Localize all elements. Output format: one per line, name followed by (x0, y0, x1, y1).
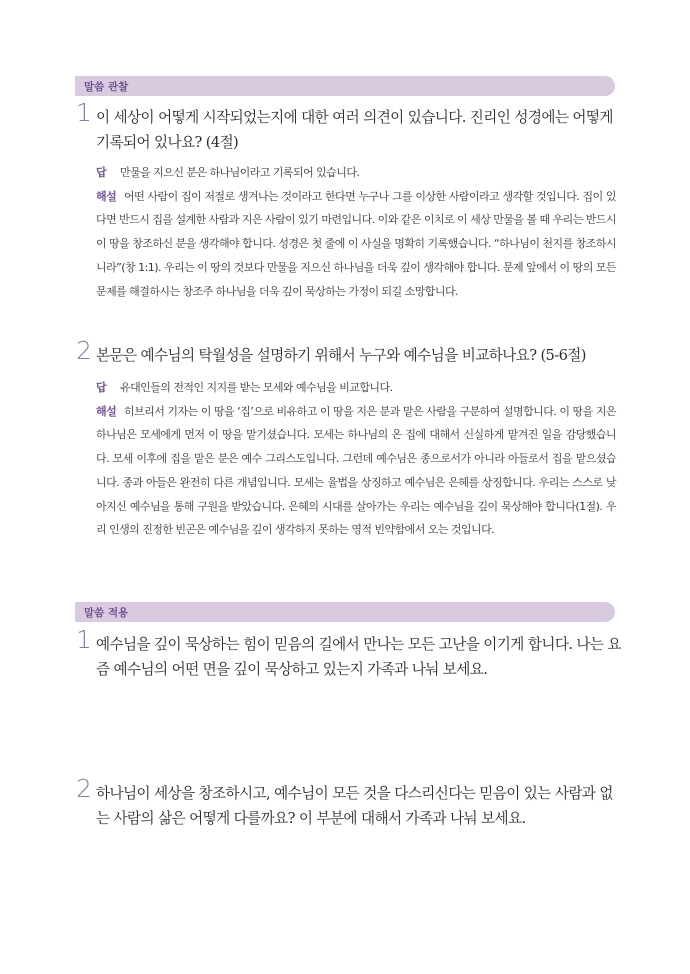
explanation-label: 해설 (96, 189, 117, 203)
section-title: 말씀 적용 (84, 606, 129, 619)
question-number: 2 (76, 774, 92, 803)
question-text: 이 세상이 어떻게 시작되었는지에 대한 여러 의견이 있습니다. 진리인 성경에는 어떻게 기록되어 있나요? (4절) (96, 109, 613, 151)
question-number: 1 (76, 98, 92, 127)
application-question-1 (76, 625, 621, 682)
answer-text: 만물을 지으신 분은 하나님이라고 기록되어 있습니다. (120, 166, 360, 179)
question-text: 하나님이 세상을 창조하시고, 예수님이 모든 것을 다스리신다는 믿음이 있는 사람과 없는 사람의 삶은 어떻게 다를까요? 이 부분에 대해서 가족과 나눠 보세요. (96, 785, 613, 827)
explanation-text: 어떤 사람이 집이 저절로 생겨나는 것이라고 한다면 누구나 그를 이상한 사람이라고 생각할 것입니다. 집이 있다면 반드시 집을 설계한 사람과 지은 사람이 있기 마련입니다. 이와 같은 이치로 이 세상 만물을 볼 때 우리는 반드시 이 땅을 창조하신 분을 생각해야 합니다. 성경은 첫 줄에 이 사실을 명확히 기록했습니다. “하나님이 천지를 창조하시니라”(창 1:1). 우리는 이 땅의 것보다 만물을 지으신 하나님을 더욱 깊이 생각해야 합니다. 문제 앞에서 이 땅의 모든 문제를 해결하시는 창조주 하나님을 더욱 깊이 묵상하는 가정이 되길 소망합니다. (96, 189, 616, 298)
application-question-2 (76, 774, 621, 831)
explanation-paragraph (96, 185, 616, 304)
answer-line (96, 161, 616, 185)
explanation-label: 해설 (96, 404, 117, 418)
answer-line (96, 376, 616, 400)
question-text: 예수님을 깊이 묵상하는 힘이 믿음의 길에서 만나는 모든 고난을 이기게 합니다. 나는 요즘 예수님의 어떤 면을 깊이 묵상하고 있는지 가족과 나눠 보세요. (96, 636, 621, 678)
observation-question-2 (76, 336, 621, 368)
answer-label: 답 (96, 381, 107, 394)
observation-answer-block-2 (96, 376, 616, 542)
answer-label: 답 (96, 166, 107, 179)
observation-answer-block-1 (96, 161, 616, 303)
question-number: 2 (76, 336, 92, 365)
section-title: 말씀 관찰 (84, 80, 129, 93)
question-text: 본문은 예수님의 탁월성을 설명하기 위해서 누구와 예수님을 비교하나요? (5-6절) (96, 347, 586, 364)
question-number: 1 (76, 625, 92, 654)
explanation-text: 히브리서 기자는 이 땅을 ‘집’으로 비유하고 이 땅을 지은 분과 맡은 사람을 구분하여 설명합니다. 이 땅을 지은 하나님은 모세에게 먼저 이 땅을 맡기셨습니다. 모세는 하나님의 온 집에 대해서 신실하게 맡겨진 일을 감당했습니다. 모세 이후에 집을 맡은 분은 예수 그리스도입니다. 그런데 예수님은 종으로서가 아니라 아들로서 집을 맡으셨습니다. 종과 아들은 완전히 다른 개념입니다. 모세는 율법을 상징하고 예수님은 은혜를 상징합니다. 우리는 스스로 낮아지신 예수님을 통해 구원을 받았습니다. 은혜의 시대를 살아가는 우리는 예수님을 깊이 묵상해야 합니다(1절). 우리 인생의 진정한 빈곤은 예수님을 깊이 생각하지 못하는 영적 빈약함에서 오는 것입니다. (96, 404, 616, 537)
section-header-application (75, 602, 615, 622)
section-header-observation (75, 76, 615, 96)
answer-text: 유대인들의 전적인 지지를 받는 모세와 예수님을 비교합니다. (120, 381, 393, 394)
explanation-paragraph (96, 400, 616, 542)
observation-question-1 (76, 98, 621, 155)
